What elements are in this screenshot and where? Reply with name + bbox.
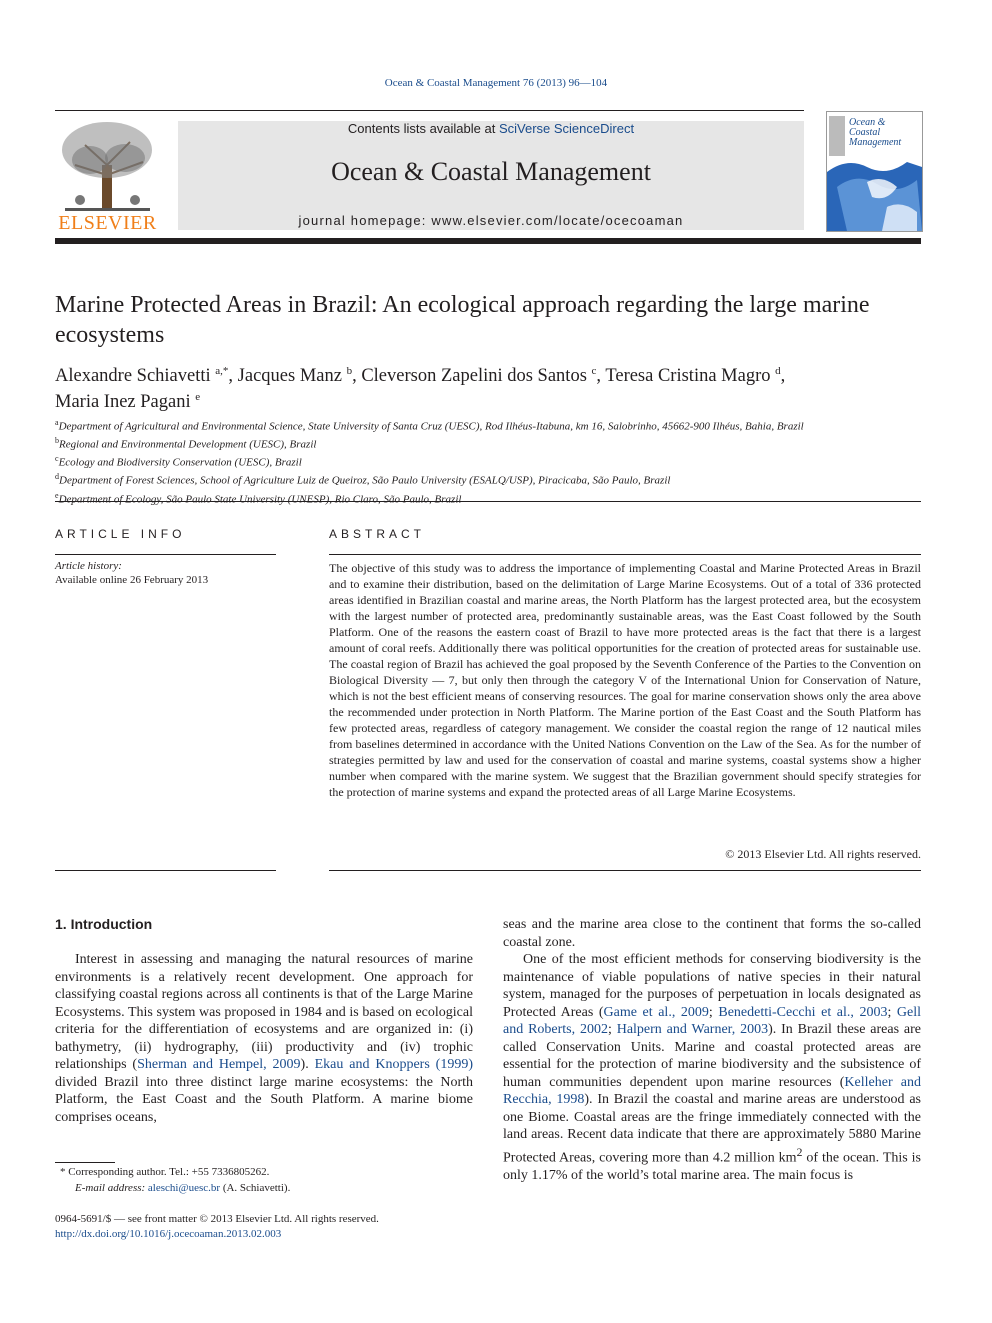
citation-link[interactable]: Gell and Roberts, 2002: [503, 1004, 922, 1037]
affiliation-d: $^d$Department of Forest Sciences, School of Agriculture Luiz de Queiroz, São Paulo University (ESALQ/USP), Piracicaba, São Paulo, Brazil: [55, 472, 671, 488]
abstract-rule: [329, 554, 921, 555]
sciencedirect-link[interactable]: SciVerse ScienceDirect: [498, 121, 635, 136]
elsevier-wordmark: ELSEVIER: [58, 212, 157, 234]
article-info-bottom-rule: [55, 870, 276, 871]
author-list: Alexandre Schiavetti $^{a,*}$, Jacques Manz $^b$, Cleverson Zapelini dos Santos $^c$, Teresa Cristina Magro $^d$, Maria Inez Pagani $^e$: [55, 365, 786, 413]
affiliations: [55, 416, 921, 507]
text-run: One of the most efficient methods for conserving biodiversity is the maintenance of viable populations of native species in their natural system, managed for the purposes of perpetuation in locals designated as Protected Areas (: [503, 952, 921, 1020]
text-run: ).: [300, 1057, 315, 1072]
citation-link[interactable]: Kelleher and Recchia, 1998: [503, 1074, 921, 1107]
journal-cover-thumbnail: [826, 111, 923, 232]
intro-paragraph-continued: seas and the marine area close to the continent that forms the so-called coastal zone.: [503, 917, 921, 950]
citation-link[interactable]: Sherman and Hempel, 2009: [137, 1057, 301, 1072]
intro-paragraph-2: [503, 951, 921, 1184]
abstract-heading: ABSTRACT: [329, 527, 426, 541]
email-link[interactable]: aleschi@uesc.br: [147, 1182, 221, 1194]
affiliation-a: $^a$Department of Agricultural and Environmental Science, State University of Santa Cruz (UESC), Rod Ilhéus-Itabuna, km 16, Salobrinho, 45662-900 Ilhéus, Bahia, Brazil: [55, 418, 804, 433]
text-run: ;: [607, 1022, 617, 1037]
email-note: [75, 1182, 290, 1194]
text-run: Interest in assessing and managing the natural resources of marine environments is a relatively recent development. One approach for classifying coastal regions across all continents is that of the Large Marine Ecosystems. This system was proposed in 1984 and is based on ecological criteria for the differentiation of ecosystems and are organized in: (i) bathymetry, (ii) hydrography, (iii) productivity and (iv) trophic relationships (: [55, 952, 473, 1072]
article-info-rule: [55, 554, 276, 555]
abstract-text: The objective of this study was to address the importance of implementing Coastal and Marine Protected Areas in Brazil and to examine their distribution, based on the delimitation of Large Marine Ecosystems. Out of a total of 336 protected areas identified in Brazilian coastal and marine areas, the North Platform has the largest protected area, but the ecosystem with the largest number of protected area, predominantly sustainable areas, was the East Coast followed by the South Platform. One of the reasons the eastern coast of Brazil to have more protected areas is the fact that there is a largest amount of coral reefs. Additionally there was political opportunities for the creation of protected areas for sustainable use. The coastal region of Brazil has achieved the goal proposed by the Seventh Conference of the Parties to the Convention on Biological Diversity — 7, but only then through the category V of the International Union for Conservation of Nature, which is not the best efficient means of conserving resources. The goal for marine conservation shows only the area above the recommended under protection in North Platform. The Marine portion of the East Coast and the South Platform has few protected areas, regardless of category management. We consider the coastal region the range of 12 nautical miles from baselines determined in accordance with the United Nations Convention on the Law of the Sea. As for the number of strategies permitted by law and used for the conservation of coastal and marine systems, coastal systems show a higher number when compared with the marine system. We suggest that the Brazilian government should specify strategies for the protection of marine systems and expand the protected areas of all Large Marine Ecosystems.: [329, 561, 921, 799]
body-column-left: [55, 951, 473, 1126]
body-column-right: [503, 916, 921, 1184]
header-thick-rule: [55, 238, 921, 244]
cover-title: Ocean & Coastal Management: [849, 117, 902, 148]
article-info-heading: ARTICLE INFO: [55, 527, 186, 541]
affiliation-e: $^e$Department of Ecology, São Paulo State University (UNESP), Rio Claro, São Paulo, Brazil: [55, 490, 462, 506]
journal-name: Ocean & Coastal Management: [331, 157, 651, 186]
text-run: ). In Brazil these areas are called Conservation Units. Marine and coastal protected areas are essential for the protection of marine biodiversity and the subsistence of human communities dependent upon marine resources (: [503, 1022, 922, 1090]
corresponding-author-note: * Corresponding author. Tel.: +55 7336805262.: [60, 1166, 270, 1178]
affiliation-b: $^b$Regional and Environmental Development (UESC), Brazil: [55, 436, 317, 451]
text-run: ). In Brazil the coastal and marine areas are understood as one Biome. Coastal areas are the fringe immediately connected with the land areas. Recent data indicate that there are approximately 5880 Marine Protected Areas, covering more than 4.2 million km: [503, 1092, 921, 1166]
article-title: Marine Protected Areas in Brazil: An ecological approach regarding the large marine ecosystems: [55, 292, 870, 348]
front-matter-note: 0964-5691/$ — see front matter © 2013 Elsevier Ltd. All rights reserved.: [55, 1213, 379, 1225]
citation-link[interactable]: Halpern and Warner, 2003: [616, 1022, 769, 1037]
author-4[interactable]: Teresa Cristina Magro $^d$: [605, 365, 781, 387]
text-run: ;: [887, 1004, 897, 1020]
email-label: E-mail address:: [75, 1182, 148, 1194]
intro-paragraph-1: [55, 951, 473, 1126]
elsevier-logo: [55, 120, 160, 235]
doi-link[interactable]: http://dx.doi.org/10.1016/j.ocecoaman.2013.02.003: [55, 1228, 282, 1240]
abstract-copyright: © 2013 Elsevier Ltd. All rights reserved.: [725, 847, 921, 861]
contents-line: [178, 121, 804, 136]
section-divider: [55, 501, 921, 502]
header-rule: [55, 110, 804, 111]
text-run: of the ocean. This is only 1.17% of the world’s total marine area. The main focus is: [503, 1150, 921, 1183]
author-5[interactable]: Maria Inez Pagani $^e$: [55, 391, 201, 413]
citation-link[interactable]: Game et al., 2009: [603, 1004, 709, 1020]
text-run: divided Brazil into three distinct large marine ecosystems: the North Platform, the East Coast and the South Platform. A marine biome comprises oceans,: [55, 1074, 473, 1125]
affiliation-c: $^c$Ecology and Biodiversity Conservation (UESC), Brazil: [55, 454, 302, 469]
author-1[interactable]: Alexandre Schiavetti $^{a,*}$: [55, 365, 229, 387]
contents-prefix: Contents lists available at: [347, 121, 499, 136]
author-3[interactable]: Cleverson Zapelini dos Santos $^c$: [361, 365, 597, 387]
available-online-date: Available online 26 February 2013: [55, 574, 209, 586]
journal-citation[interactable]: Ocean & Coastal Management 76 (2013) 96—104: [384, 77, 608, 89]
section-heading-introduction: 1. Introduction: [55, 916, 153, 932]
citation-link[interactable]: Benedetti-Cecchi et al., 2003: [718, 1004, 888, 1020]
cover-map-icon: [827, 112, 922, 231]
superscript: 2: [796, 1145, 803, 1159]
abstract-bottom-rule: [329, 870, 921, 871]
footnote-rule: [55, 1162, 115, 1163]
email-suffix: (A. Schiavetti).: [220, 1182, 291, 1194]
citation-link[interactable]: Ekau and Knoppers (1999): [314, 1057, 473, 1072]
author-2[interactable]: Jacques Manz $^b$: [237, 365, 353, 387]
text-run: ;: [708, 1004, 719, 1020]
journal-homepage[interactable]: journal homepage: www.elsevier.com/locate/ocecoaman: [298, 213, 684, 228]
article-history-label: Article history:: [55, 560, 122, 572]
